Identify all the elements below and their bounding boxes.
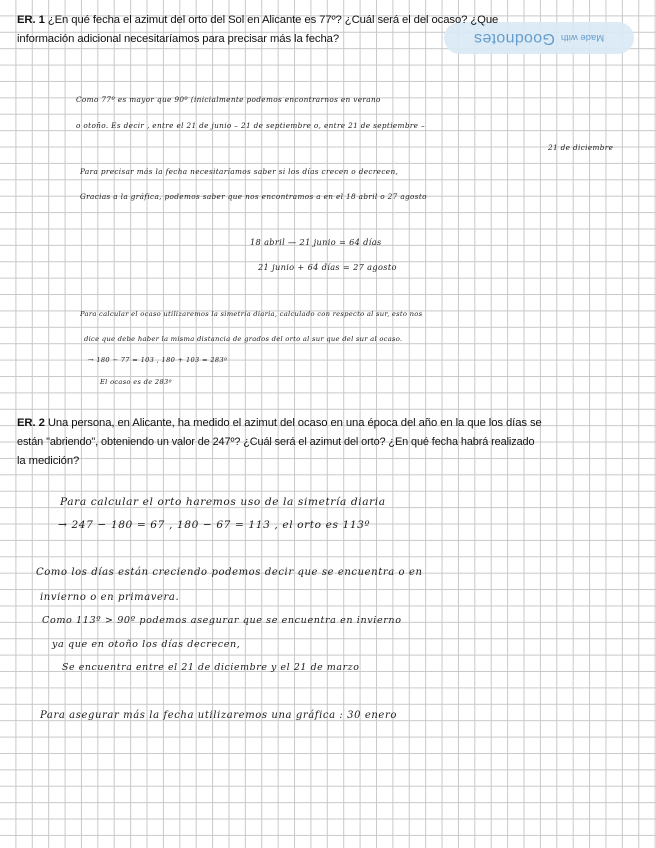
er1-answer-line: o otoño. Es decir , entre el 21 de junio – 21 de septiembre o, entre 21 de septiembre –	[76, 121, 426, 130]
er1-label: ER. 1	[17, 14, 45, 26]
er1-answer-line: 21 de diciembre	[548, 143, 614, 152]
er2-answer-line: Como 113º > 90º podemos asegurar que se encuentra en invierno	[42, 615, 402, 626]
er1-answer-line: 18 abril — 21 junio = 64 días	[250, 237, 382, 247]
watermark-brand: Goodnotes	[473, 30, 555, 47]
er2-label: ER. 2	[17, 417, 45, 429]
er2-question-line3: la medición?	[17, 455, 80, 467]
er1-answer-line: dice que debe haber la misma distancia de grados del orto al sur que del sur al ocaso.	[84, 335, 403, 343]
watermark-prefix: Made with	[560, 32, 605, 44]
er1-question-line2: información adicional necesitaríamos para precisar más la fecha?	[17, 33, 339, 45]
er2-answer-line: Como los días están creciendo podemos decir que se encuentra o en	[36, 567, 423, 578]
er1-answer-line: Como 77º es mayor que 90º (inicialmente podemos encontrarnos en verano	[76, 95, 381, 104]
er2-question-line2: están "abriendo", obteniendo un valor de 247º? ¿Cuál será el azimut del orto? ¿En qué fecha habrá realizado	[17, 436, 535, 448]
er2-answer-line: → 247 − 180 = 67 , 180 − 67 = 113 , el orto es 113º	[58, 519, 371, 531]
er2-question-line1: Una persona, en Alicante, ha medido el azimut del ocaso en una época del año en la que los días se	[47, 417, 542, 429]
er1-answer-line: 21 junio + 64 días = 27 agosto	[258, 262, 397, 272]
er2-answer-line: Se encuentra entre el 21 de diciembre y el 21 de marzo	[62, 662, 360, 673]
er1-question	[17, 11, 617, 49]
er2-answer-line: ya que en otoño los días decrecen,	[52, 639, 241, 650]
er2-answer-line: Para asegurar más la fecha utilizaremos una gráfica : 30 enero	[40, 710, 397, 721]
er2-answer-line: Para calcular el orto haremos uso de la simetría diaria	[60, 496, 386, 508]
er1-answer-line: Para calcular el ocaso utilizaremos la simetría diaria, calculado con respecto al sur, esto nos	[80, 310, 423, 318]
er1-answer-line: → 180 − 77 = 103 , 180 + 103 = 283º	[88, 356, 228, 364]
er1-answer-line: Para precisar más la fecha necesitaríamos saber si los días crecen o decrecen,	[80, 167, 399, 176]
er1-answer-line: El ocaso es de 283º	[100, 378, 172, 386]
er2-question	[17, 414, 642, 471]
er2-answer-line: invierno o en primavera.	[40, 592, 180, 603]
er1-question-line1: ¿En qué fecha el azimut del orto del Sol en Alicante es 77º? ¿Cuál será el del ocaso? ¿Que	[47, 14, 499, 26]
er1-answer-line: Gracias a la gráfica, podemos saber que nos encontramos a en el 18 abril o 27 agosto	[80, 192, 427, 201]
